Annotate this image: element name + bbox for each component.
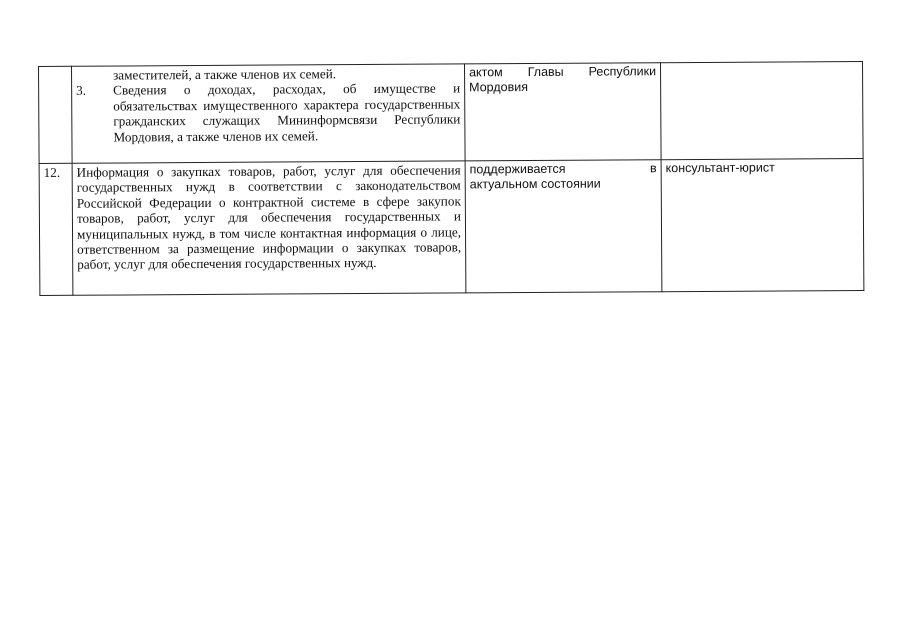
responsible-cell: [661, 158, 864, 291]
update-cell: [465, 160, 662, 293]
info-continuation: заместителей, а также членов их семей.: [113, 66, 337, 83]
list-item-text: Сведения о доходах, расходах, об имуществе и обязательствах имущественного характера государственных гражданских служащих Мининформсвязи Республики Мордовия, а также членов их семей.: [113, 80, 461, 145]
responsible-cell: [660, 61, 863, 159]
update-rest: актуальном состоянии: [469, 176, 601, 192]
table-row: [39, 61, 864, 163]
row-number: 12.: [43, 164, 61, 180]
info-cell: [72, 64, 466, 163]
row-number-cell: [39, 163, 73, 295]
table-row: [39, 158, 864, 295]
list-item-number: 3.: [76, 83, 87, 99]
list-item: [76, 81, 460, 145]
info-text: Информация о закупках товаров, работ, услуг для обеспечения государственных нужд в соответствии с законодательством Российской Федерации о контрактной системе в сфере закупок товаров, работ, услуг для обеспечения государственных и муниципальных нужд, в том числе контактная информация о лице, ответственном за размещение информации о закупках товаров, работ, услуг для обеспечения государственных нужд.: [76, 162, 462, 273]
row-number-cell: [39, 66, 73, 163]
responsible-text: консультант-юрист: [665, 160, 775, 176]
update-cell: актом Главы Республики Мордовия: [464, 63, 661, 161]
info-cell: [72, 161, 466, 295]
document-table-wrapper: [38, 61, 864, 296]
update-first-line: поддерживается в: [469, 161, 657, 177]
information-table: [38, 61, 864, 296]
